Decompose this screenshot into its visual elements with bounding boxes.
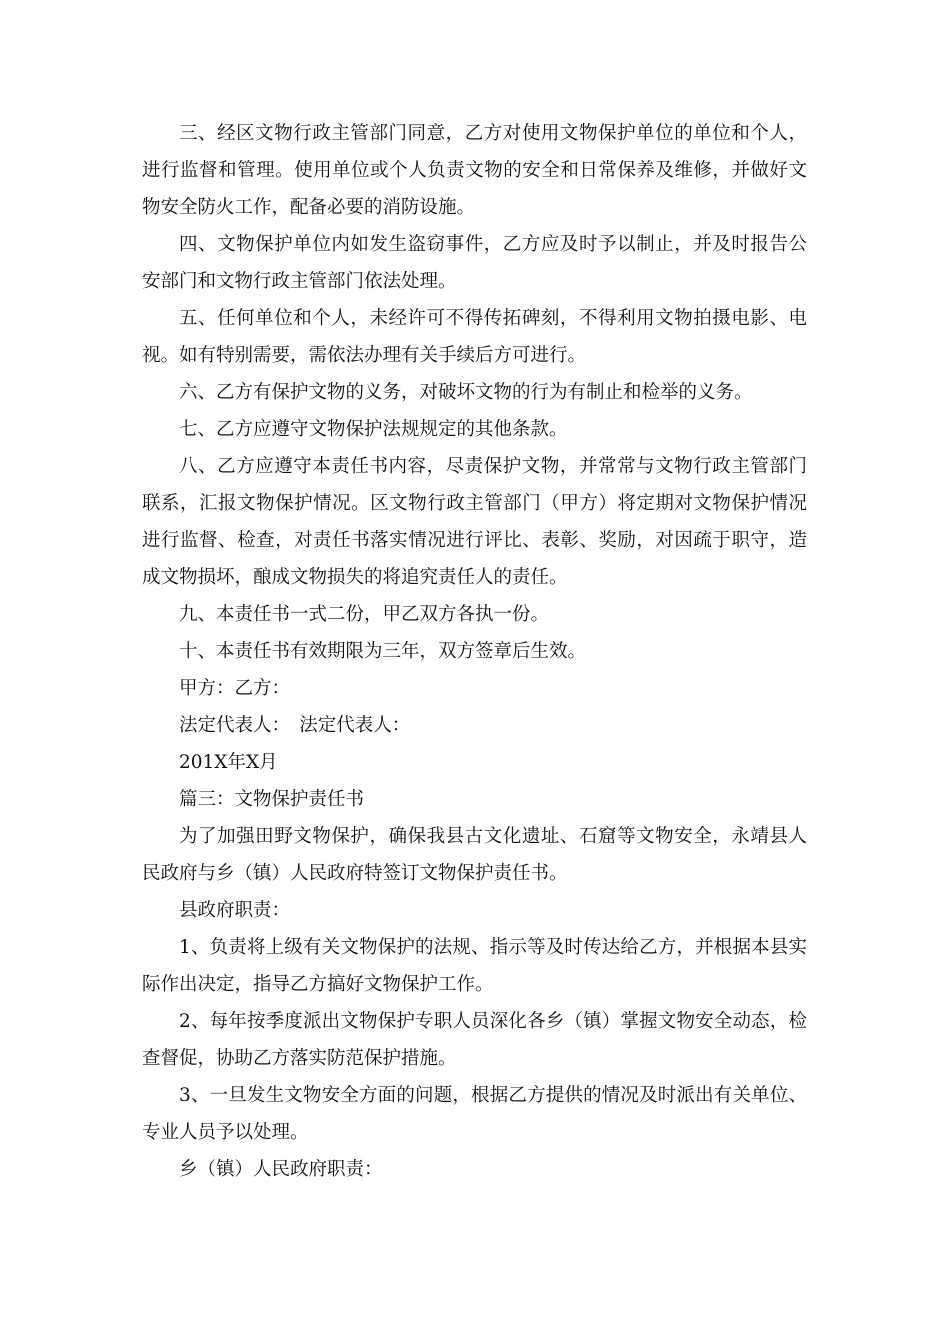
signature-date: 201X年X月 bbox=[179, 752, 278, 773]
paragraph-duty-2: 2、每年按季度派出文物保护专职人员深化各乡（镇）掌握文物安全动态，检查督促，协助乙方落实防范保护措施。 bbox=[142, 1011, 807, 1069]
paragraph-intro: 为了加强田野文物保护，确保我县古文化遗址、石窟等文物安全，永靖县人民政府与乡（镇）人民政府特签订文物保护责任书。 bbox=[142, 826, 807, 884]
paragraph-clause-7: 七、乙方应遵守文物保护法规规定的其他条款。 bbox=[179, 419, 568, 440]
paragraph-clause-5: 五、任何单位和个人，未经许可不得传拓碑刻，不得利用文物拍摄电影、电视。如有特别需要，需依法办理有关手续后方可进行。 bbox=[142, 308, 807, 366]
paragraph-duty-1: 1、负责将上级有关文物保护的法规、指示等及时传达给乙方，并根据本县实际作出决定，指导乙方搞好文物保护工作。 bbox=[142, 937, 807, 995]
paragraph-clause-6: 六、乙方有保护文物的义务，对破坏文物的行为有制止和检举的义务。 bbox=[179, 382, 753, 403]
paragraph-clause-9: 九、本责任书一式二份，甲乙双方各执一份。 bbox=[179, 604, 550, 625]
paragraph-clause-4: 四、文物保护单位内如发生盗窃事件，乙方应及时予以制止，并及时报告公安部门和文物行政主管部门依法处理。 bbox=[142, 234, 807, 292]
document-body bbox=[142, 115, 807, 1188]
paragraph-duty-3: 3、一旦发生文物安全方面的问题，根据乙方提供的情况及时派出有关单位、专业人员予以处理。 bbox=[142, 1085, 807, 1143]
signature-parties: 甲方：乙方： bbox=[179, 678, 291, 699]
subheading-town-duties: 乡（镇）人民政府职责： bbox=[179, 1159, 383, 1180]
subheading-county-duties: 县政府职责： bbox=[179, 900, 291, 921]
paragraph-clause-3: 三、经区文物行政主管部门同意，乙方对使用文物保护单位的单位和个人，进行监督和管理。使用单位或个人负责文物的安全和日常保养及维修，并做好文物安全防火工作，配备必要的消防设施。 bbox=[142, 123, 807, 218]
paragraph-clause-10: 十、本责任书有效期限为三年，双方签章后生效。 bbox=[179, 641, 587, 662]
signature-representatives: 法定代表人： 法定代表人： bbox=[179, 715, 411, 736]
paragraph-clause-8: 八、乙方应遵守本责任书内容，尽责保护文物，并常常与文物行政主管部门联系，汇报文物保护情况。区文物行政主管部门（甲方）将定期对文物保护情况进行监督、检查，对责任书落实情况进行评比、表彰、奖励，对因疏于职守，造成文物损坏，酿成文物损失的将追究责任人的责任。 bbox=[142, 456, 807, 588]
section-heading: 篇三：文物保护责任书 bbox=[179, 789, 365, 810]
